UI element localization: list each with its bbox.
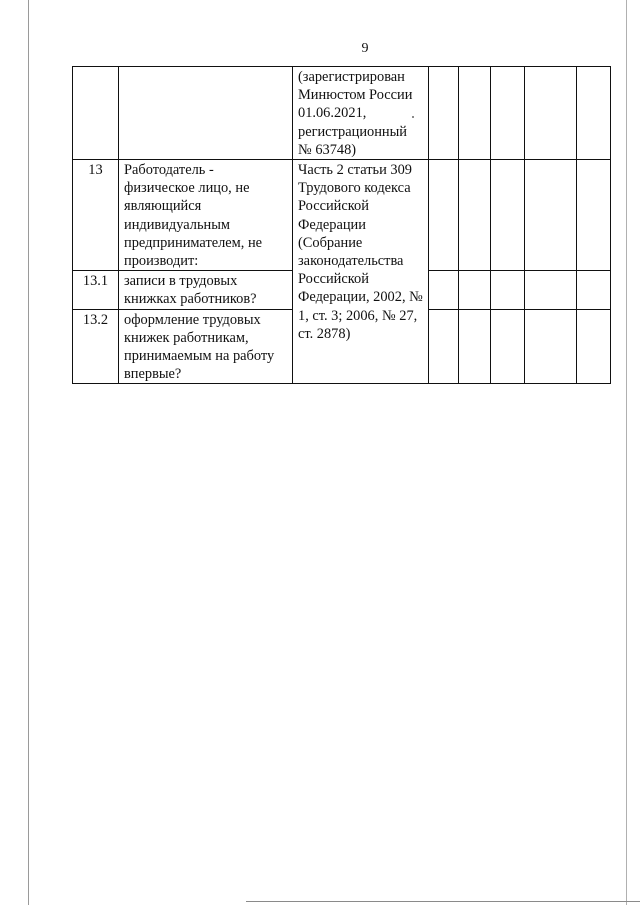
answer-no-cell — [459, 160, 491, 271]
table-row — [73, 67, 611, 160]
row-question: оформление трудовых книжек работникам, принимаемым на работу впервые? — [119, 309, 293, 384]
answer-na-cell — [491, 309, 525, 384]
scan-left-edge — [28, 0, 29, 905]
row-question: Работодатель - физическое лицо, не являющийся индивидуальным предпринимателем, не производит: — [119, 160, 293, 271]
answer-yes-cell — [429, 271, 459, 309]
answer-yes-cell — [429, 160, 459, 271]
page-number: 9 — [361, 41, 369, 56]
scan-bottom-edge — [246, 901, 640, 902]
answer-no-cell — [459, 309, 491, 384]
answer-na-cell — [491, 67, 525, 160]
row-number — [73, 67, 119, 160]
note-cell — [577, 160, 611, 271]
row-number: 13.2 — [73, 309, 119, 384]
row-question — [119, 67, 293, 160]
checklist-table — [72, 66, 611, 384]
answer-na-cell — [491, 271, 525, 309]
note-cell — [577, 67, 611, 160]
table-row — [73, 160, 611, 271]
row-legal-basis: (зарегистрирован Минюстом России 01.06.2021, регистрационный № 63748) — [293, 67, 429, 160]
row-number: 13 — [73, 160, 119, 271]
scan-speck — [412, 116, 414, 118]
comment-cell — [525, 271, 577, 309]
row-legal-basis: Часть 2 статьи 309 Трудового кодекса Российской Федерации (Собрание законодательства Российской Федерации, 2002, № 1, ст. 3; 2006, № 27, ст. 2878) — [293, 160, 429, 384]
answer-no-cell — [459, 271, 491, 309]
comment-cell — [525, 160, 577, 271]
row-number: 13.1 — [73, 271, 119, 309]
answer-yes-cell — [429, 309, 459, 384]
comment-cell — [525, 67, 577, 160]
row-question: записи в трудовых книжках работников? — [119, 271, 293, 309]
answer-na-cell — [491, 160, 525, 271]
answer-yes-cell — [429, 67, 459, 160]
answer-no-cell — [459, 67, 491, 160]
scan-right-edge — [626, 0, 627, 905]
comment-cell — [525, 309, 577, 384]
note-cell — [577, 309, 611, 384]
note-cell — [577, 271, 611, 309]
